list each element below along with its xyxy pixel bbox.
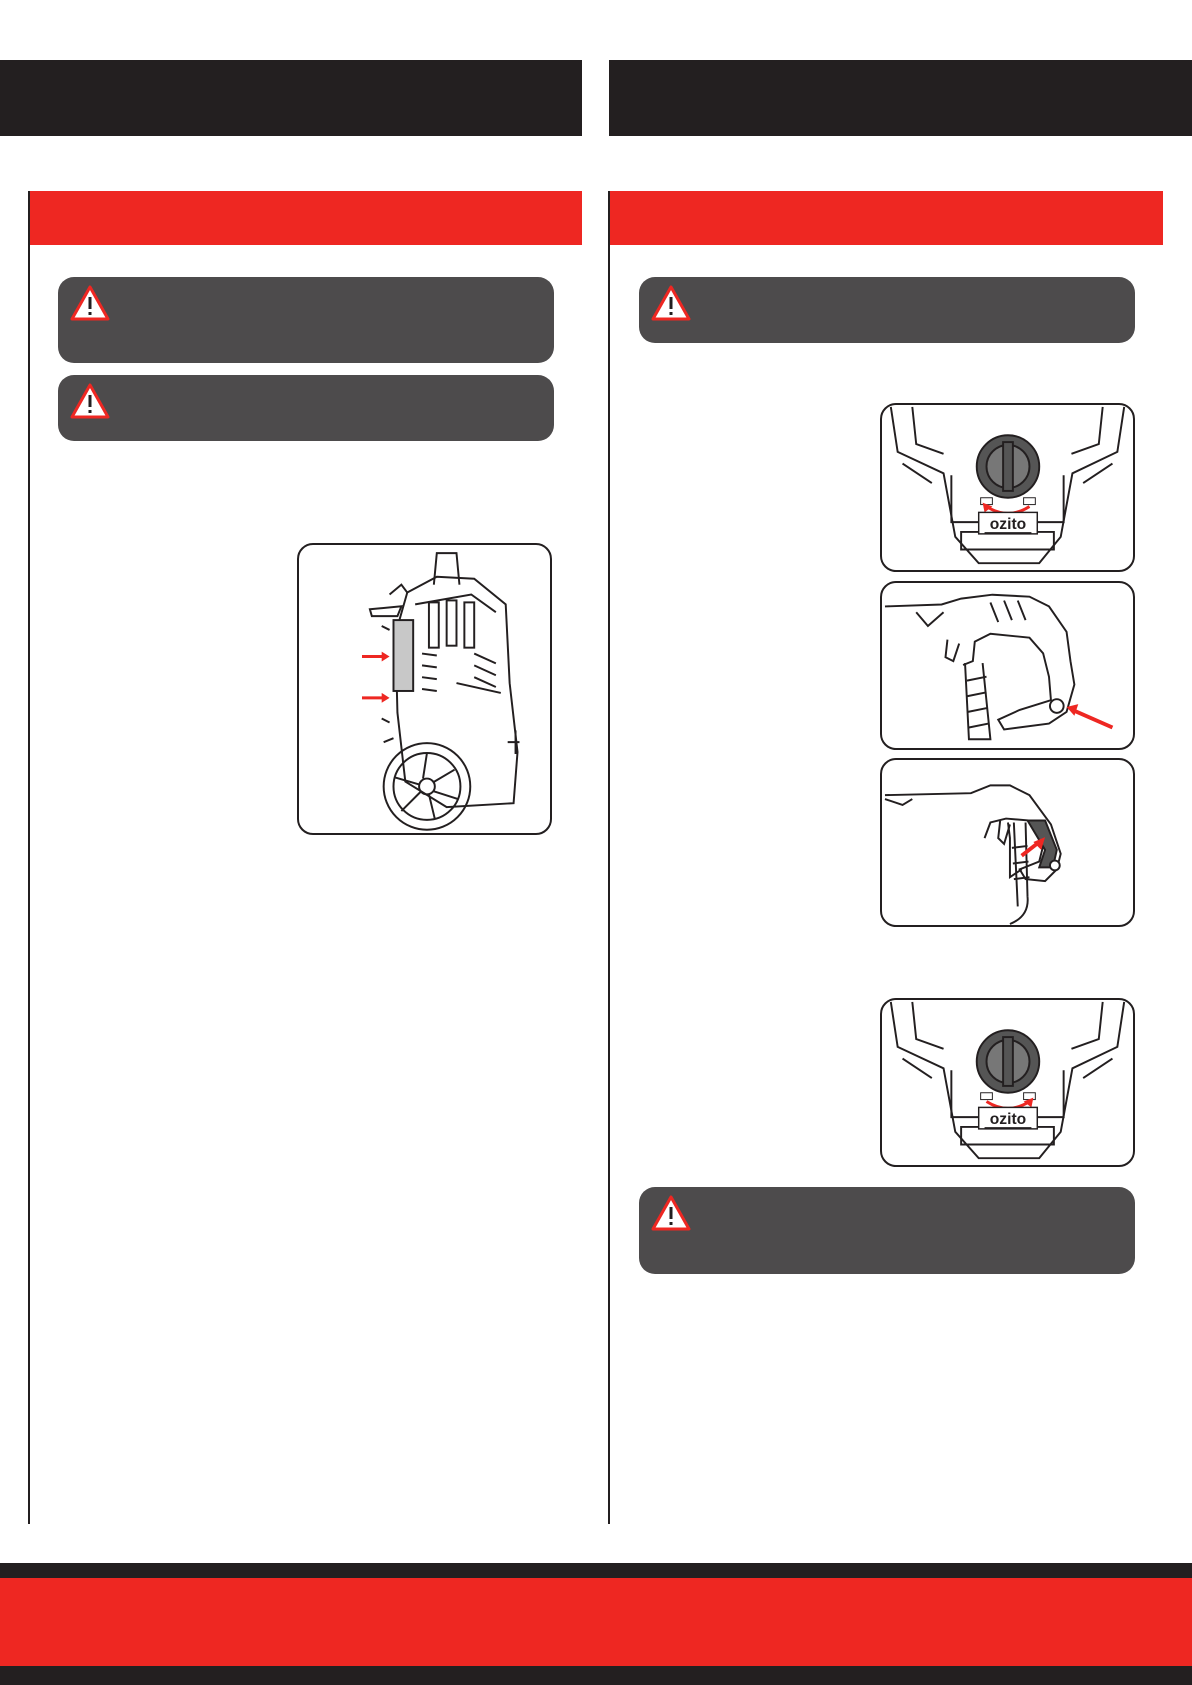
warning-box-3 [639, 277, 1135, 343]
right-column-rule [608, 191, 610, 1524]
warning-box-2 [58, 375, 554, 441]
pressure-washer-illustration [299, 545, 550, 833]
switch-on-figure [880, 403, 1135, 572]
pull-trigger-figure [880, 758, 1135, 927]
right-header-bar [609, 60, 1192, 136]
warning-triangle-icon [70, 383, 110, 419]
red-arrow-icon [362, 693, 390, 703]
left-section-title-bar [30, 191, 582, 245]
switch-off-figure [880, 998, 1135, 1167]
warning-triangle-icon [70, 285, 110, 321]
switch-panel-illustration [882, 1000, 1133, 1165]
trigger-lock-figure [880, 581, 1135, 750]
spray-gun-trigger-illustration [882, 760, 1133, 925]
pressure-washer-side-figure [297, 543, 552, 835]
logo-text: ozito [989, 1110, 1027, 1128]
warning-triangle-icon [651, 1195, 691, 1231]
left-header-bar [0, 60, 582, 136]
warning-box-4 [639, 1187, 1135, 1274]
warning-box-1 [58, 277, 554, 363]
right-section-title-bar [610, 191, 1163, 245]
footer-red-band [0, 1578, 1192, 1666]
logo-text: ozito [989, 515, 1027, 533]
footer-top-bar [0, 1563, 1192, 1578]
warning-triangle-icon [651, 285, 691, 321]
footer-bottom-bar [0, 1666, 1192, 1685]
red-arrow-icon [1067, 704, 1113, 727]
red-arrow-icon [362, 652, 390, 662]
switch-panel-illustration [882, 405, 1133, 570]
left-column-rule [28, 191, 30, 1524]
spray-gun-lock-illustration [882, 583, 1133, 748]
